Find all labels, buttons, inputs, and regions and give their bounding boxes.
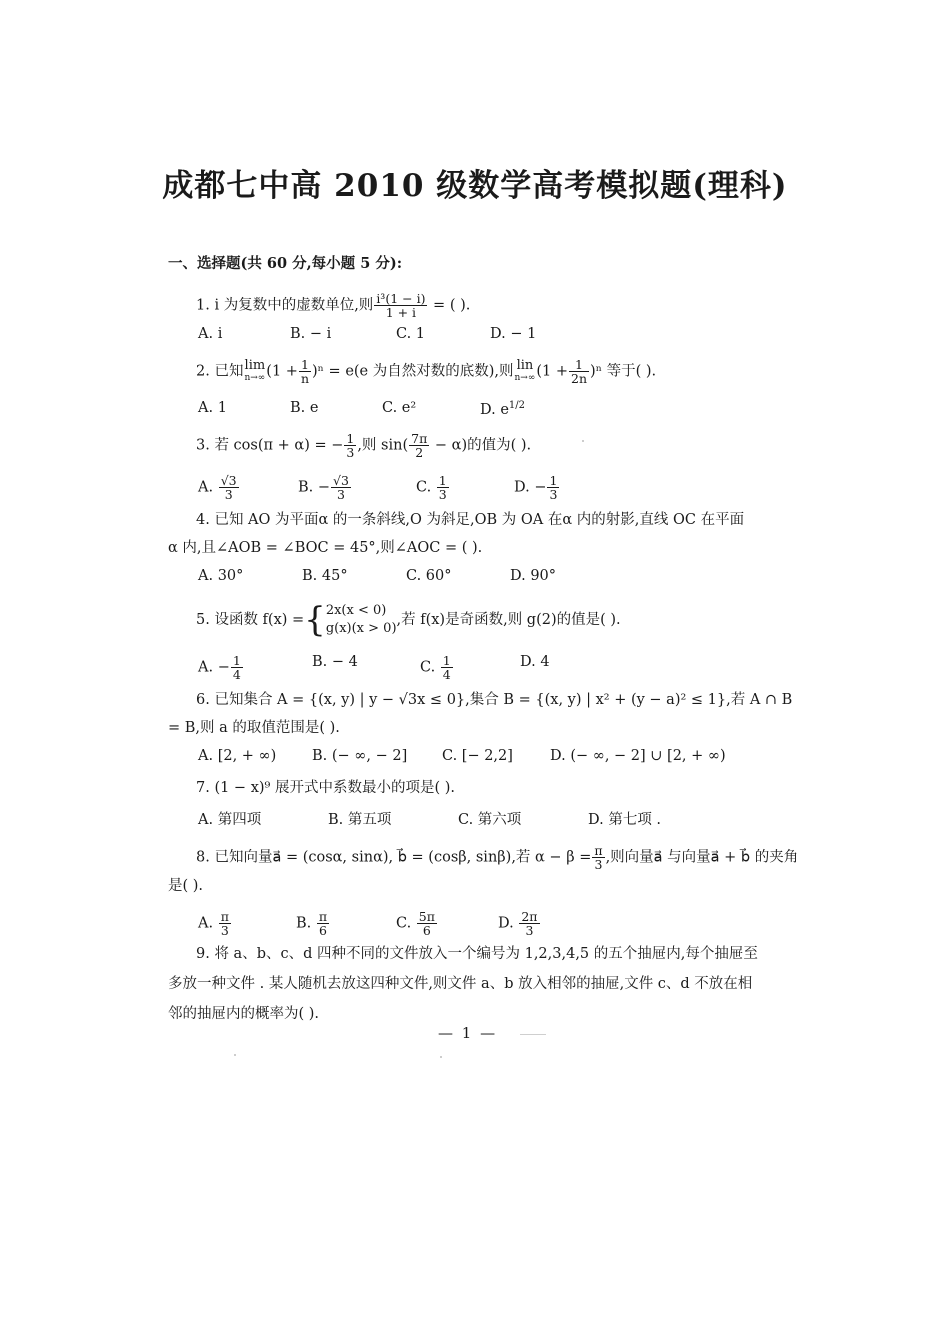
question-1: 1. i 为复数中的虚数单位,则 $\frac{\text{i³(1 − i)}}{1 + i}$ = ( ). xyxy=(196,291,471,320)
q6-option-a[interactable]: A. [2, + ∞) xyxy=(198,748,277,764)
question-9-line-1: 9. 将 a、b、c、d 四种不同的文件放入一个编号为 1,2,3,4,5 的五个抽屉内,每个抽屉至 xyxy=(196,946,758,962)
q3-option-c[interactable]: C. $\frac{1}{3}$ xyxy=(416,473,447,502)
q3-option-a[interactable]: A. $\frac{√3}{3}$ xyxy=(198,473,237,502)
q2-option-c[interactable]: C. e² xyxy=(382,400,417,416)
question-2: 2. 已知 lim n→∞ (1 + $\frac{1}{n}$ )ⁿ = e(e 为自然对数的底数),则 lin n→∞ (1 + $\frac{1}{2n}$ )ⁿ 等于( ). xyxy=(196,357,657,386)
q8-option-a[interactable]: A. $\frac{\pi}{3}$ xyxy=(198,909,229,938)
q4-option-b[interactable]: B. 45° xyxy=(302,568,348,584)
scan-speck xyxy=(234,1054,236,1056)
question-8-line-2: 是( ). xyxy=(168,878,204,894)
q4-option-a[interactable]: A. 30° xyxy=(198,568,244,584)
q5-option-c[interactable]: C. $\frac{1}{4}$ xyxy=(420,653,451,682)
piecewise-cases: 2x(x < 0) g(x)(x > 0) xyxy=(325,603,397,636)
question-7: 7. (1 − x)⁹ 展开式中系数最小的项是( ). xyxy=(196,780,455,796)
q8-option-c[interactable]: C. $\frac{5\pi}{6}$ xyxy=(396,909,435,938)
q8-option-d[interactable]: D. $\frac{2\pi}{3}$ xyxy=(498,909,538,938)
q5-option-d[interactable]: D. 4 xyxy=(520,654,550,670)
section-heading: 一、选择题(共 60 分,每小题 5 分): xyxy=(168,255,403,272)
q5-option-b[interactable]: B. − 4 xyxy=(312,654,358,670)
scan-speck xyxy=(440,1056,442,1058)
q4-option-d[interactable]: D. 90° xyxy=(510,568,557,584)
q6-option-c[interactable]: C. [− 2,2] xyxy=(442,748,513,764)
question-6-line-1: 6. 已知集合 A = {(x, y) | y − √3x ≤ 0},集合 B = {(x, y) | x² + (y − a)² ≤ 1},若 A ∩ B xyxy=(196,692,793,708)
q8-option-b[interactable]: B. $\frac{\pi}{6}$ xyxy=(296,909,328,938)
question-5: 5. 设函数 f(x) ={ 2x(x < 0) g(x)(x > 0) ,若 f(x)是奇函数,则 g(2)的值是( ). xyxy=(196,600,621,640)
page-number: — 1 — xyxy=(438,1024,498,1042)
q2-option-b[interactable]: B. e xyxy=(290,400,319,416)
question-9-line-2: 多放一种文件 . 某人随机去放这四种文件,则文件 a、b 放入相邻的抽屉,文件 c、d 不放在相 xyxy=(168,976,753,992)
q6-option-b[interactable]: B. (− ∞, − 2] xyxy=(312,748,408,764)
scan-artifact-dash xyxy=(520,1034,546,1035)
question-6-line-2: = B,则 a 的取值范围是( ). xyxy=(168,720,340,736)
question-4-line-2: α 内,且∠AOB = ∠BOC = 45°,则∠AOC = ( ). xyxy=(168,540,483,556)
piecewise-brace: { xyxy=(304,600,326,640)
q3-option-b[interactable]: B. − $\frac{√3}{3}$ xyxy=(298,473,349,502)
q4-option-c[interactable]: C. 60° xyxy=(406,568,452,584)
q6-option-d[interactable]: D. (− ∞, − 2] ∪ [2, + ∞) xyxy=(550,748,726,764)
q1-option-a[interactable]: A. i xyxy=(198,326,223,342)
q7-option-c[interactable]: C. 第六项 xyxy=(458,812,522,828)
page-title: 成都七中高 2010 级数学高考模拟题(理科) xyxy=(162,168,788,204)
q1-option-d[interactable]: D. − 1 xyxy=(490,326,537,342)
q1-fraction: $\frac{\text{i³(1 − i)}}{1 + i}$ xyxy=(376,291,426,320)
q1-option-b[interactable]: B. − i xyxy=(290,326,332,342)
q7-option-a[interactable]: A. 第四项 xyxy=(198,812,262,828)
q7-option-b[interactable]: B. 第五项 xyxy=(328,812,392,828)
question-4-line-1: 4. 已知 AO 为平面α 的一条斜线,O 为斜足,OB 为 OA 在α 内的射影,直线 OC 在平面 xyxy=(196,512,745,528)
q5-option-a[interactable]: A. − $\frac{1}{4}$ xyxy=(198,653,241,682)
question-9-line-3: 邻的抽屉内的概率为( ). xyxy=(168,1006,320,1022)
q7-option-d[interactable]: D. 第七项 . xyxy=(588,812,662,828)
q2-option-d[interactable]: D. $e^{1/2}$ xyxy=(480,400,526,418)
scan-speck xyxy=(582,440,584,442)
q3-option-d[interactable]: D. − $\frac{1}{3}$ xyxy=(514,473,558,502)
question-8-line-1: 8. 已知向量a⃗ = (cosα, sinα), b⃗ = (cosβ, sinβ),若 α − β = $\frac{\pi}{3}$ ,则向量a⃗ 与向量a⃗ + b⃗ 的夹角 xyxy=(196,843,799,872)
q1-option-c[interactable]: C. 1 xyxy=(396,326,426,342)
question-3: 3. 若 cos(π + α) = − $\frac{1}{3}$ ,则 sin( $\frac{7\pi}{2}$ − α)的值为( ). xyxy=(196,431,532,460)
q2-option-a[interactable]: A. 1 xyxy=(198,400,227,416)
